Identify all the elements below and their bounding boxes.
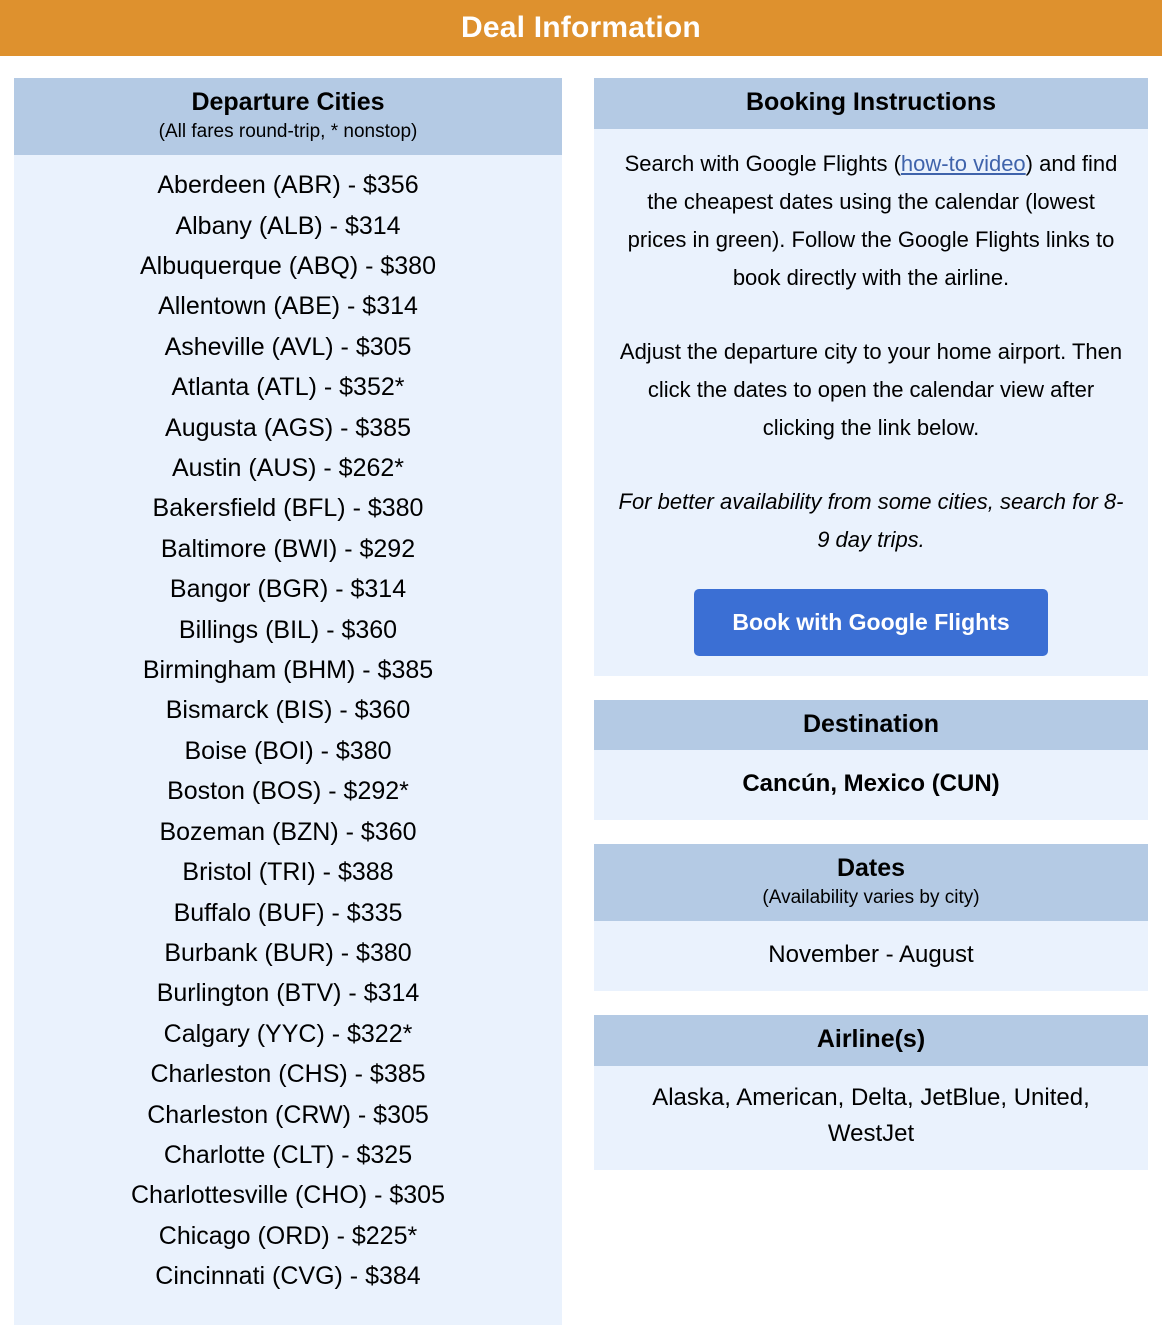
book-button-container — [616, 589, 1126, 656]
airlines-value: Alaska, American, Delta, JetBlue, United, WestJet — [652, 1083, 1090, 1147]
book-with-google-flights-button[interactable]: Book with Google Flights — [694, 589, 1047, 656]
departure-city-item: Billings (BIL) - $360 — [178, 615, 398, 644]
dates-body — [594, 921, 1148, 991]
booking-paragraph-1-after: ) and find the cheapest dates using the calendar (lowest prices in green). Follow the Google Flights links to book directly with the airline. — [627, 150, 1118, 290]
dates-panel — [594, 844, 1148, 991]
dates-value: November - August — [768, 941, 974, 969]
departure-city-item: Chicago (ORD) - $225* — [158, 1221, 418, 1250]
airlines-title: Airline(s) — [816, 1025, 926, 1054]
departure-cities-panel — [14, 78, 562, 1325]
destination-panel — [594, 700, 1148, 821]
departure-city-item: Charlottesville (CHO) - $305 — [131, 1181, 445, 1210]
departure-city-item: Bangor (BGR) - $314 — [169, 575, 407, 604]
departure-city-item: Allentown (ABE) - $314 — [158, 292, 418, 321]
page-title: Deal Information — [461, 11, 701, 44]
dates-header — [594, 844, 1148, 921]
departure-city-item: Austin (AUS) - $262* — [171, 454, 405, 483]
departure-city-item: Bismarck (BIS) - $360 — [165, 696, 411, 725]
dates-title: Dates — [836, 854, 906, 882]
departure-cities-column — [14, 78, 562, 1325]
departure-cities-subtitle: (All fares round-trip, * nonstop) — [158, 120, 418, 142]
booking-availability-note: For better availability from some cities, search for 8-9 day trips. — [618, 488, 1124, 552]
deal-information-banner — [0, 0, 1162, 56]
departure-city-item: Cincinnati (CVG) - $384 — [155, 1262, 421, 1291]
dates-subtitle: (Availability varies by city) — [762, 886, 980, 908]
departure-city-item: Burlington (BTV) - $314 — [156, 979, 420, 1008]
destination-value: Cancún, Mexico (CUN) — [742, 770, 1000, 797]
departure-cities-list — [24, 165, 552, 1296]
departure-city-item: Boise (BOI) - $380 — [184, 736, 392, 765]
departure-city-item: Charlotte (CLT) - $325 — [163, 1140, 413, 1169]
departure-city-item: Bristol (TRI) - $388 — [182, 858, 394, 887]
departure-city-item: Atlanta (ATL) - $352* — [171, 373, 405, 402]
departure-cities-body — [14, 155, 562, 1325]
booking-instructions-panel — [594, 78, 1148, 676]
departure-city-item: Birmingham (BHM) - $385 — [142, 656, 434, 685]
destination-header — [594, 700, 1148, 751]
departure-city-item: Bakersfield (BFL) - $380 — [152, 494, 424, 523]
departure-city-item: Charleston (CRW) - $305 — [147, 1100, 429, 1129]
booking-paragraph-1 — [616, 145, 1126, 297]
departure-city-item: Burbank (BUR) - $380 — [164, 938, 412, 967]
departure-city-item: Asheville (AVL) - $305 — [164, 332, 412, 361]
booking-paragraph-1-before: Search with Google Flights ( — [624, 150, 901, 176]
booking-instructions-header — [594, 78, 1148, 129]
booking-instructions-title: Booking Instructions — [746, 88, 996, 116]
main-content — [0, 56, 1162, 1325]
booking-instructions-body — [594, 129, 1148, 676]
departure-city-item: Charleston (CHS) - $385 — [150, 1060, 426, 1089]
departure-cities-header — [14, 78, 562, 155]
departure-city-item: Bozeman (BZN) - $360 — [159, 817, 417, 846]
booking-paragraph-2: Adjust the departure city to your home airport. Then click the dates to open the calendar view after clicking the link below. — [619, 338, 1123, 440]
departure-city-item: Albuquerque (ABQ) - $380 — [139, 252, 436, 280]
departure-city-item: Albany (ALB) - $314 — [175, 211, 401, 240]
destination-body — [594, 750, 1148, 820]
departure-cities-title: Departure Cities — [191, 88, 385, 116]
deal-details-column — [594, 78, 1148, 1170]
airlines-body — [594, 1066, 1148, 1170]
airlines-panel — [594, 1015, 1148, 1170]
departure-city-item: Baltimore (BWI) - $292 — [160, 534, 416, 563]
how-to-video-link[interactable]: how-to video — [900, 150, 1026, 176]
destination-title: Destination — [802, 709, 940, 738]
departure-city-item: Calgary (YYC) - $322* — [163, 1019, 413, 1048]
departure-city-item: Boston (BOS) - $292* — [167, 777, 409, 806]
airlines-header — [594, 1015, 1148, 1066]
departure-city-item: Buffalo (BUF) - $335 — [173, 898, 403, 927]
departure-city-item: Augusta (AGS) - $385 — [165, 413, 411, 442]
departure-city-item: Aberdeen (ABR) - $356 — [157, 171, 419, 200]
